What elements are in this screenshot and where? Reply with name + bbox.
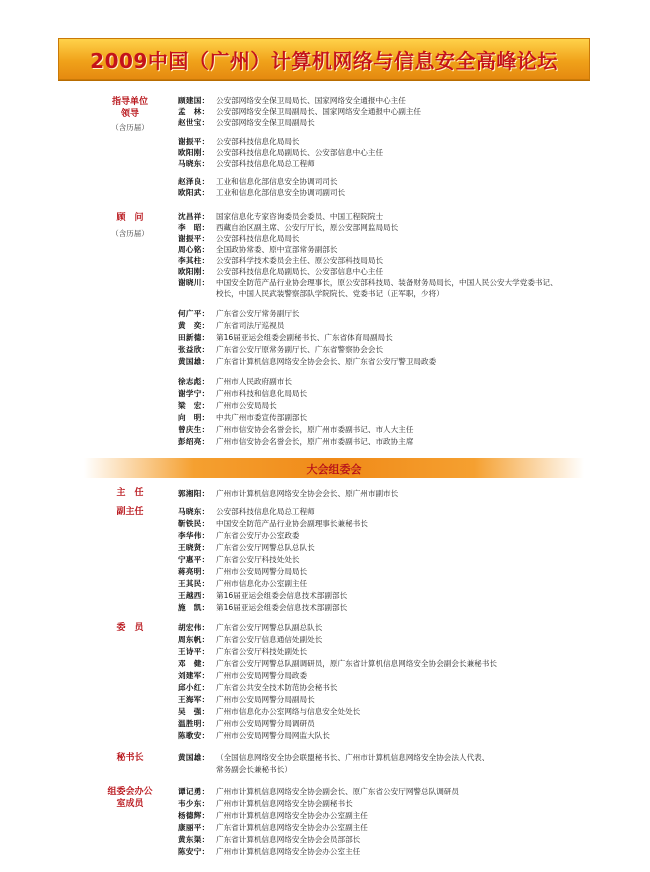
person-title: 广州市计算机信息网络安全协会副会长、原广东省公安厅网警总队调研员 xyxy=(216,787,459,796)
person-name: 梁 宏： xyxy=(178,401,210,410)
committee-title: 大会组委会 xyxy=(306,463,362,476)
person-name: 谢学宁： xyxy=(178,389,210,398)
role-label-office-members: 室成员 xyxy=(116,799,144,809)
person-title: 西藏自治区副主席、公安厅厅长，原公安部网监局局长 xyxy=(216,223,399,232)
person-title: 广东省司法厅巡视员 xyxy=(216,321,285,330)
role-label-members: 委 员 xyxy=(116,623,144,633)
person-title: 公安部科技信息化局局长 xyxy=(216,234,300,243)
person-name: 向 明： xyxy=(178,413,210,422)
person-title: 公安部科技信息化局局长 xyxy=(216,137,300,146)
list-item xyxy=(0,602,650,613)
person-title: 广州市公安局网警分局政委 xyxy=(216,671,308,680)
person-name: 邱小红： xyxy=(178,683,210,692)
person-title: 公安部科技信息化局总工程师 xyxy=(216,507,315,516)
person-title: 广东省公共安全技术防范协会秘书长 xyxy=(216,683,338,692)
list-item xyxy=(0,332,650,343)
person-name: 徐志彪： xyxy=(178,377,210,386)
list-item xyxy=(0,542,650,553)
person-title: 工业和信息化部信息安全协调司副司长 xyxy=(216,188,346,197)
role-label-guidance: 指导单位 xyxy=(111,97,148,107)
person-name: 马晓东： xyxy=(178,159,210,168)
role-label-office: 组委会办公 xyxy=(107,787,153,797)
person-name: 杨德辉： xyxy=(178,811,210,820)
list-item xyxy=(0,530,650,541)
person-title: 广州市公安局网警分局调研员 xyxy=(216,719,315,728)
person-name: 谢振平： xyxy=(178,234,210,243)
list-item xyxy=(0,356,650,367)
person-name: 王诗平： xyxy=(178,647,210,656)
list-item xyxy=(0,488,650,499)
person-title: 第16届亚运会组委会信息技术部副部长 xyxy=(216,603,348,612)
role-label-advisors: 顾 问 xyxy=(116,213,144,223)
person-name: 陈安宁： xyxy=(178,847,210,856)
list-item xyxy=(0,147,650,158)
person-title: 广州市公安局网警分局网监大队长 xyxy=(216,731,330,740)
person-name: 施 凯： xyxy=(178,603,210,612)
person-title: 广东省公安厅信息通信处副处长 xyxy=(216,635,323,644)
list-item xyxy=(0,622,650,633)
list-item xyxy=(0,834,650,845)
person-name: 马晓东： xyxy=(178,507,210,516)
list-item xyxy=(0,117,650,128)
person-title: 广东省公安厅科技处处长 xyxy=(216,555,300,564)
person-name: 欧阳刚： xyxy=(178,148,210,157)
page-title: 2009中国（广州）计算机网络与信息安全高峰论坛 xyxy=(90,49,558,73)
person-name: 欧阳刚： xyxy=(178,267,210,276)
person-title: 广东省公安厅常务副厅长 xyxy=(216,309,300,318)
person-title: 广东省公安厅网警总队副总队长 xyxy=(216,623,323,632)
person-name: 黄 奕： xyxy=(178,321,210,330)
list-item xyxy=(0,158,650,169)
list-item xyxy=(0,590,650,601)
list-item xyxy=(0,187,650,198)
list-item xyxy=(0,810,650,821)
list-item xyxy=(0,176,650,187)
person-name: 靳铁民： xyxy=(178,519,210,528)
person-name: 胡宏伟： xyxy=(178,623,210,632)
list-item-continued xyxy=(0,764,650,775)
list-item xyxy=(0,412,650,423)
role-label-deputy-director: 副主任 xyxy=(116,507,144,517)
role-label-leaders: 领导 xyxy=(120,109,139,119)
list-item xyxy=(0,211,650,222)
person-title: 广州市公安局网警分局副局长 xyxy=(216,695,315,704)
person-name: 李 昭： xyxy=(178,223,210,232)
person-title: 广东省公安厅原常务副厅长、广东省警察协会会长 xyxy=(216,345,384,354)
list-item xyxy=(0,846,650,857)
person-name: 谭记勇： xyxy=(178,787,210,796)
list-item xyxy=(0,798,650,809)
person-title: 广东省公安厅网警总队副调研员，原广东省计算机信息网络安全协会副会长兼秘书长 xyxy=(216,659,497,668)
person-title: 公安部科技信息化局总工程师 xyxy=(216,159,315,168)
person-title: 公安部科学技术委员会主任、原公安部科技局局长 xyxy=(216,256,384,265)
person-name: 欧阳武： xyxy=(178,188,210,197)
list-item xyxy=(0,222,650,233)
person-name: 何广平： xyxy=(178,309,210,318)
person-title: 常务副会长兼秘书长） xyxy=(216,765,292,774)
person-name: 黄国雄： xyxy=(178,357,210,366)
person-title: 中国安全防范产品行业协会理事长，原公安部科技局、装备财务局局长，中国人民公安大学党委书记、 xyxy=(216,278,558,287)
person-name: 谢晓川： xyxy=(178,278,210,287)
list-item xyxy=(0,646,650,657)
person-name: 吴 强： xyxy=(178,707,210,716)
list-item xyxy=(0,730,650,741)
person-name: 孟 林： xyxy=(178,107,210,116)
person-title: 广东省计算机信息网络安全协会会员部部长 xyxy=(216,835,361,844)
list-item xyxy=(0,506,650,517)
role-note: （含历届） xyxy=(111,123,149,132)
person-title: 公安部科技信息化局副局长、公安部信息中心主任 xyxy=(216,148,384,157)
person-title: 公安部网络安全保卫局局长、国家网络安全通报中心主任 xyxy=(216,96,406,105)
person-title: 广州市信息化办公室网络与信息安全处处长 xyxy=(216,707,361,716)
person-title: （全国信息网络安全协会联盟秘书长、广州市计算机信息网络安全协会法人代表、 xyxy=(216,753,490,762)
person-title: 中共广州市委宣传部副部长 xyxy=(216,413,308,422)
person-name: 曾庆生： xyxy=(178,425,210,434)
person-name: 周东帆： xyxy=(178,635,210,644)
list-item xyxy=(0,786,650,797)
list-item xyxy=(0,694,650,705)
person-title: 第16届亚运会组委会副秘书长、广东省体育局副局长 xyxy=(216,333,393,342)
person-title: 全国政协常委、原中宣部常务副部长 xyxy=(216,245,338,254)
list-item xyxy=(0,424,650,435)
person-title: 广州市信安协会名誉会长，原广州市委副书记、市政协主席 xyxy=(216,437,414,446)
person-title: 公安部网络安全保卫局副局长 xyxy=(216,118,315,127)
role-label-director: 主 任 xyxy=(116,488,144,498)
committee-banner xyxy=(84,458,584,478)
person-title: 公安部科技信息化局副局长、公安部信息中心主任 xyxy=(216,267,384,276)
list-item xyxy=(0,566,650,577)
person-name: 赵世宝： xyxy=(178,118,210,127)
person-title: 广州市公安局局长 xyxy=(216,401,277,410)
person-title: 广州市人民政府副市长 xyxy=(216,377,292,386)
list-item-continued xyxy=(0,288,650,299)
person-name: 彭绍亮： xyxy=(178,437,210,446)
list-item xyxy=(0,255,650,266)
person-title: 广州市公安局网警分局局长 xyxy=(216,567,308,576)
person-title: 广州市计算机信息网络安全协会会长、原广州市副市长 xyxy=(216,489,399,498)
person-name: 田新德： xyxy=(178,333,210,342)
list-item xyxy=(0,718,650,729)
list-item xyxy=(0,277,650,288)
list-item xyxy=(0,136,650,147)
person-name: 王晓贤： xyxy=(178,543,210,552)
list-item xyxy=(0,400,650,411)
person-title: 第16届亚运会组委会信息技术部副部长 xyxy=(216,591,348,600)
person-name: 陈歌安： xyxy=(178,731,210,740)
person-name: 王越西： xyxy=(178,591,210,600)
list-item xyxy=(0,376,650,387)
list-item xyxy=(0,634,650,645)
person-title: 广州市计算机信息网络安全协会办公室副主任 xyxy=(216,811,368,820)
list-item xyxy=(0,658,650,669)
person-name: 韦少东： xyxy=(178,799,210,808)
person-name: 沈昌祥： xyxy=(178,212,210,221)
person-title: 校长，中国人民武装警察部队学院院长、党委书记（正军职，少将） xyxy=(216,289,444,298)
list-item xyxy=(0,670,650,681)
list-item xyxy=(0,752,650,763)
person-name: 赵泽良： xyxy=(178,177,210,186)
person-title: 广州市计算机信息网络安全协会办公室主任 xyxy=(216,847,361,856)
list-item xyxy=(0,266,650,277)
list-item xyxy=(0,682,650,693)
person-title: 广东省公安厅网警总队总队长 xyxy=(216,543,315,552)
person-title: 广东省公安厅科技处副处长 xyxy=(216,647,308,656)
list-item xyxy=(0,308,650,319)
list-item xyxy=(0,578,650,589)
title-banner xyxy=(58,38,590,80)
person-name: 邓 健： xyxy=(178,659,210,668)
role-note: （含历届） xyxy=(111,229,149,238)
list-item xyxy=(0,822,650,833)
list-item xyxy=(0,518,650,529)
role-label-secretary-general: 秘书长 xyxy=(116,753,144,763)
person-title: 广州市信安协会名誉会长，原广州市委副书记、市人大主任 xyxy=(216,425,414,434)
person-title: 广州市信息化办公室副主任 xyxy=(216,579,308,588)
person-name: 宁惠平： xyxy=(178,555,210,564)
person-name: 李华伟： xyxy=(178,531,210,540)
list-item xyxy=(0,320,650,331)
person-name: 张益欣： xyxy=(178,345,210,354)
person-name: 谢振平： xyxy=(178,137,210,146)
person-title: 国家信息化专家咨询委员会委员、中国工程院院士 xyxy=(216,212,384,221)
person-title: 广东省计算机信息网络安全协会办公室副主任 xyxy=(216,823,368,832)
person-name: 王海军： xyxy=(178,695,210,704)
person-title: 中国安全防范产品行业协会副理事长兼秘书长 xyxy=(216,519,368,528)
person-title: 广东省公安厅办公室政委 xyxy=(216,531,300,540)
list-item xyxy=(0,344,650,355)
person-title: 广东省计算机信息网络安全协会会长、原广东省公安厅警卫局政委 xyxy=(216,357,437,366)
list-item xyxy=(0,233,650,244)
list-item xyxy=(0,388,650,399)
list-item xyxy=(0,244,650,255)
list-item xyxy=(0,95,650,106)
list-item xyxy=(0,436,650,447)
list-item xyxy=(0,706,650,717)
person-title: 工业和信息化部信息安全协调司司长 xyxy=(216,177,338,186)
person-name: 顾建国： xyxy=(178,96,210,105)
person-name: 郭湘阳： xyxy=(178,489,210,498)
person-title: 广州市计算机信息网络安全协会副秘书长 xyxy=(216,799,353,808)
person-name: 黄东渠： xyxy=(178,835,210,844)
person-name: 黄国雄： xyxy=(178,753,210,762)
person-name: 李其柱： xyxy=(178,256,210,265)
list-item xyxy=(0,106,650,117)
person-name: 周心铭： xyxy=(178,245,210,254)
person-name: 温胜明： xyxy=(178,719,210,728)
person-name: 王其民： xyxy=(178,579,210,588)
person-name: 刘建军： xyxy=(178,671,210,680)
person-title: 公安部网络安全保卫局副局长、国家网络安全通报中心副主任 xyxy=(216,107,422,116)
person-name: 康丽平： xyxy=(178,823,210,832)
list-item xyxy=(0,554,650,565)
person-title: 广州市科技和信息化局局长 xyxy=(216,389,308,398)
person-name: 蒋亮明： xyxy=(178,567,210,576)
